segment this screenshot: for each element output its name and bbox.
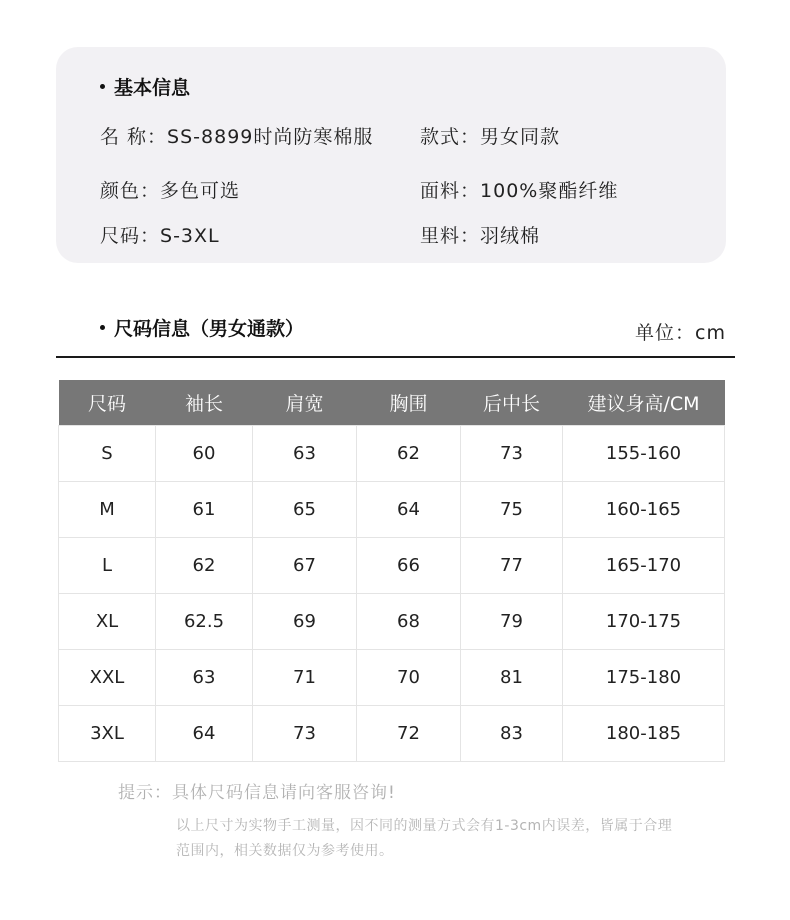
table-cell: 61 [156, 482, 253, 538]
table-cell: 170-175 [563, 594, 725, 650]
table-cell: XXL [59, 650, 156, 706]
field-size: 尺码：S-3XL [100, 225, 220, 247]
basic-info-card [56, 47, 726, 263]
table-row [59, 426, 725, 482]
table-cell: 63 [156, 650, 253, 706]
table-row [59, 482, 725, 538]
table-cell: M [59, 482, 156, 538]
table-cell: 3XL [59, 706, 156, 762]
column-header: 尺码 [59, 380, 156, 426]
table-cell: XL [59, 594, 156, 650]
bullet-icon [100, 325, 105, 330]
table-cell: S [59, 426, 156, 482]
table-cell: 64 [156, 706, 253, 762]
column-header: 胸围 [357, 380, 461, 426]
size-info-heading: 尺码信息（男女通款） [100, 314, 304, 341]
table-cell: 64 [357, 482, 461, 538]
table-row [59, 594, 725, 650]
table-cell: 75 [461, 482, 563, 538]
table-cell: 65 [253, 482, 357, 538]
table-cell: 62 [156, 538, 253, 594]
table-cell: 72 [357, 706, 461, 762]
table-cell: 70 [357, 650, 461, 706]
table-cell: 77 [461, 538, 563, 594]
column-header: 后中长 [461, 380, 563, 426]
table-cell: 67 [253, 538, 357, 594]
table-cell: 73 [253, 706, 357, 762]
unit-label: 单位：cm [635, 322, 726, 344]
table-cell: 66 [357, 538, 461, 594]
disclaimer-note [176, 814, 696, 864]
table-cell: 79 [461, 594, 563, 650]
table-cell: 73 [461, 426, 563, 482]
basic-info-heading: 基本信息 [100, 73, 190, 100]
table-cell: 83 [461, 706, 563, 762]
table-cell: 81 [461, 650, 563, 706]
bullet-icon [100, 84, 105, 89]
field-color: 颜色：多色可选 [100, 180, 241, 202]
disclaimer-line: 以上尺寸为实物手工测量，因不同的测量方式会有1-3cm内误差，皆属于合理 [176, 818, 673, 834]
table-cell: 155-160 [563, 426, 725, 482]
table-cell: 165-170 [563, 538, 725, 594]
field-name: 名 称：SS-8899时尚防寒棉服 [100, 126, 374, 148]
table-cell: 62 [357, 426, 461, 482]
table-row [59, 650, 725, 706]
divider [56, 356, 735, 358]
table-cell: 68 [357, 594, 461, 650]
table-row [59, 538, 725, 594]
column-header: 肩宽 [253, 380, 357, 426]
table-cell: 71 [253, 650, 357, 706]
tip-text: 提示：具体尺码信息请向客服咨询! [118, 783, 396, 803]
table-cell: 60 [156, 426, 253, 482]
table-cell: 175-180 [563, 650, 725, 706]
column-header: 建议身高/CM [563, 380, 725, 426]
field-lining: 里料：羽绒棉 [420, 225, 541, 247]
table-cell: 62.5 [156, 594, 253, 650]
field-fabric: 面料：100%聚酯纤维 [420, 180, 619, 202]
table-header-row [59, 380, 725, 426]
table-cell: 160-165 [563, 482, 725, 538]
table-cell: 69 [253, 594, 357, 650]
table-cell: L [59, 538, 156, 594]
size-table [58, 380, 725, 762]
table-row [59, 706, 725, 762]
field-style: 款式：男女同款 [420, 126, 561, 148]
disclaimer-line: 范围内，相关数据仅为参考使用。 [176, 843, 394, 859]
table-cell: 63 [253, 426, 357, 482]
table-cell: 180-185 [563, 706, 725, 762]
column-header: 袖长 [156, 380, 253, 426]
